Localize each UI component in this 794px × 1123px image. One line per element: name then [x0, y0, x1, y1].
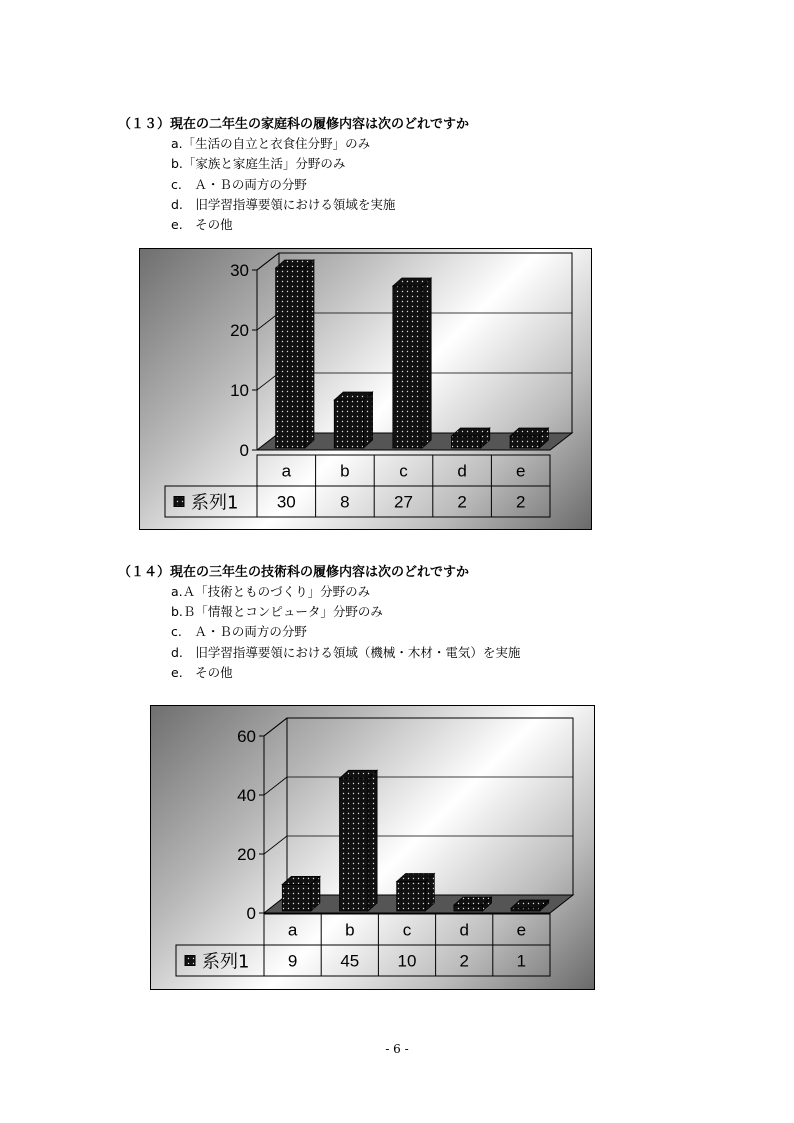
y-tick-label: 30	[230, 261, 249, 280]
q14-option-b: b.Ｂ「情報とコンピュータ」分野のみ	[171, 604, 383, 619]
bar-front	[393, 286, 422, 448]
bar-front	[454, 905, 483, 911]
bar-side	[305, 260, 314, 448]
data-label: 2	[515, 492, 526, 512]
category-label: c	[399, 461, 408, 481]
bar-d	[451, 428, 489, 448]
category-label: e	[516, 920, 527, 940]
data-label: 27	[394, 492, 413, 512]
q13-option-a: a.「生活の自立と衣食住分野」のみ	[171, 136, 371, 151]
q13-option-e: e. その他	[171, 217, 233, 232]
bar-side	[364, 392, 373, 448]
legend-key-swatch	[185, 956, 195, 966]
data-label: 9	[287, 951, 298, 971]
bar-front	[510, 436, 539, 448]
bar-a	[276, 260, 314, 448]
category-label: d	[459, 920, 469, 940]
question-13-title: （１３）現在の二年生の家庭科の履修内容は次のどれですか	[118, 117, 470, 132]
bar-front	[282, 884, 311, 911]
side-gridline	[264, 777, 287, 795]
bar-front	[511, 908, 540, 911]
legend-series-name: 系列1	[202, 951, 250, 973]
q14-option-d: d. 旧学習指導要領における領域（機械・木材・電気）を実施	[171, 645, 521, 660]
y-tick-label: 20	[237, 845, 256, 864]
legend-series-name: 系列1	[191, 492, 239, 514]
bar-front	[276, 268, 305, 448]
category-label: c	[402, 920, 412, 940]
bar-b	[340, 770, 378, 911]
legend-key-swatch	[174, 497, 184, 507]
data-label: 2	[459, 951, 469, 971]
data-label: 30	[276, 492, 296, 512]
bar-front	[340, 778, 369, 911]
data-label: 45	[340, 951, 360, 971]
data-label: 2	[457, 492, 467, 512]
category-label: b	[340, 461, 350, 481]
chart-13-svg	[140, 249, 591, 529]
y-tick-label: 40	[237, 786, 256, 805]
chart-13	[139, 248, 592, 530]
chart-14	[150, 705, 595, 990]
data-label: 10	[397, 951, 417, 971]
category-label: d	[457, 461, 467, 481]
category-label: a	[287, 920, 298, 940]
bar-front	[451, 436, 480, 448]
bar-a	[282, 876, 320, 911]
y-tick-label: 0	[246, 904, 256, 923]
page-number: - 6 -	[385, 1042, 409, 1056]
y-tick-label: 10	[230, 381, 249, 400]
q14-option-a: a.Ａ「技術とものづくり」分野のみ	[171, 584, 371, 599]
category-label: a	[281, 461, 292, 481]
bar-c	[393, 278, 431, 448]
q14-option-c: c. Ａ・Ｂの両方の分野	[171, 624, 307, 639]
bar-front	[397, 882, 426, 912]
data-table	[165, 455, 550, 517]
bar-side	[368, 770, 377, 911]
data-table	[176, 914, 550, 976]
bar-e	[510, 428, 548, 448]
y-tick-label: 0	[239, 441, 249, 460]
chart-14-svg	[151, 706, 594, 989]
category-label: e	[515, 461, 526, 481]
bar-b	[334, 392, 372, 448]
q14-option-e: e. その他	[171, 665, 233, 680]
question-14-title: （１４）現在の三年生の技術科の履修内容は次のどれですか	[118, 565, 470, 580]
side-gridline	[264, 718, 287, 736]
q13-option-c: c. Ａ・Ｂの両方の分野	[171, 177, 307, 192]
y-tick-label: 60	[237, 727, 256, 746]
q13-option-b: b.「家族と家庭生活」分野のみ	[171, 156, 346, 171]
category-label: b	[345, 920, 355, 940]
q13-option-d: d. 旧学習指導要領における領域を実施	[171, 197, 396, 212]
data-label: 1	[516, 951, 527, 971]
bar-front	[334, 400, 363, 448]
bar-side	[422, 278, 431, 448]
side-gridline	[264, 836, 287, 854]
y-tick-label: 20	[230, 321, 249, 340]
data-label: 8	[340, 492, 350, 512]
bar-c	[397, 874, 435, 912]
back-wall	[287, 718, 573, 895]
